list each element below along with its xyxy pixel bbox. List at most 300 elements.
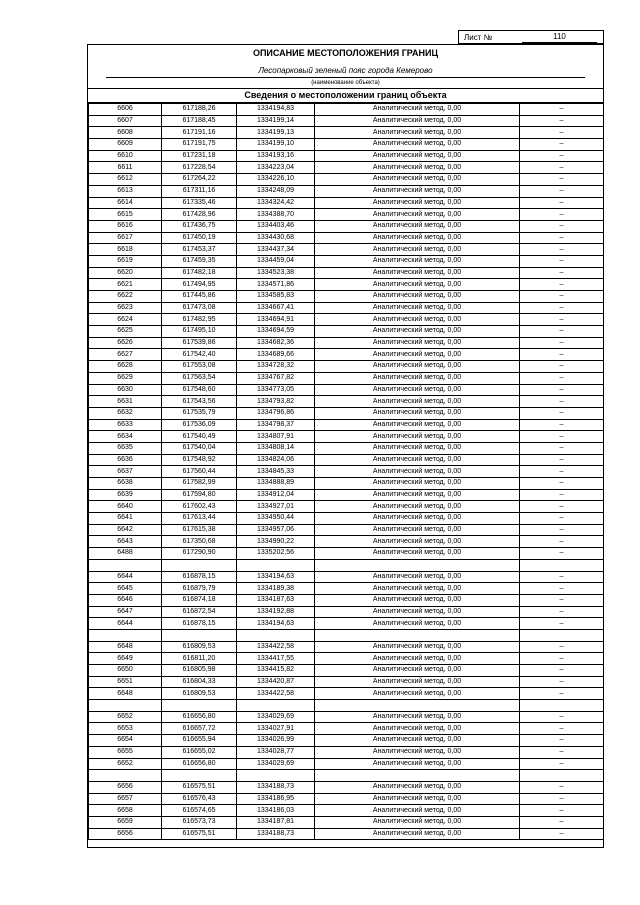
point-number-cell: 6641 [89,513,162,525]
table-row [89,816,604,828]
method-cell: Аналитический метод, 0,00 [315,174,520,186]
description-cell: – [520,197,604,209]
point-number-cell: 6638 [89,478,162,490]
description-cell: – [520,816,604,828]
y-coordinate-cell: 1334689,66 [237,349,315,361]
description-cell: – [520,688,604,700]
description-cell: – [520,746,604,758]
x-coordinate-cell: 616811,20 [162,653,237,665]
y-coordinate-cell: 1334186,03 [237,805,315,817]
y-coordinate-cell: 1334194,83 [237,104,315,116]
x-coordinate-cell: 617582,99 [162,478,237,490]
y-coordinate-cell: 1334845,33 [237,466,315,478]
y-coordinate-cell: 1334199,13 [237,127,315,139]
y-coordinate-cell: 1334403,46 [237,220,315,232]
table-row [89,326,604,338]
y-coordinate-cell: 1334807,91 [237,431,315,443]
x-coordinate-cell: 617548,92 [162,454,237,466]
description-cell: – [520,220,604,232]
y-coordinate-cell: 1334523,38 [237,267,315,279]
method-cell: Аналитический метод, 0,00 [315,115,520,127]
point-number-cell: 6620 [89,267,162,279]
method-cell: Аналитический метод, 0,00 [315,688,520,700]
description-cell: – [520,302,604,314]
x-coordinate-cell: 616655,94 [162,735,237,747]
description-cell: – [520,104,604,116]
method-cell: Аналитический метод, 0,00 [315,735,520,747]
x-coordinate-cell: 616574,65 [162,805,237,817]
method-cell: Аналитический метод, 0,00 [315,384,520,396]
y-coordinate-cell: 1334188,73 [237,828,315,840]
point-number-cell: 6614 [89,197,162,209]
x-coordinate-cell: 617602,43 [162,501,237,513]
table-row [89,653,604,665]
x-coordinate-cell [162,629,237,641]
section-title: Сведения о местоположении границ объекта [88,89,603,103]
table-row [89,466,604,478]
point-number-cell: 6656 [89,781,162,793]
point-number-cell [89,700,162,712]
method-cell: Аналитический метод, 0,00 [315,781,520,793]
description-cell: – [520,618,604,630]
y-coordinate-cell [237,700,315,712]
point-number-cell: 6628 [89,361,162,373]
x-coordinate-cell: 616872,54 [162,606,237,618]
description-cell: – [520,594,604,606]
description-cell: – [520,291,604,303]
method-cell: Аналитический метод, 0,00 [315,536,520,548]
point-number-cell: 6649 [89,653,162,665]
description-cell: – [520,396,604,408]
point-number-cell: 6626 [89,337,162,349]
description-cell: – [520,185,604,197]
y-coordinate-cell: 1334694,91 [237,314,315,326]
y-coordinate-cell: 1334248,09 [237,185,315,197]
point-number-cell: 6615 [89,209,162,221]
x-coordinate-cell: 617188,45 [162,115,237,127]
table-row [89,536,604,548]
x-coordinate-cell: 617264,22 [162,174,237,186]
point-number-cell: 6657 [89,793,162,805]
method-cell: Аналитический метод, 0,00 [315,676,520,688]
table-row [89,361,604,373]
table-row [89,150,604,162]
point-number-cell: 6611 [89,162,162,174]
method-cell: Аналитический метод, 0,00 [315,139,520,151]
y-coordinate-cell: 1334028,77 [237,746,315,758]
table-row [89,302,604,314]
table-row [89,711,604,723]
point-number-cell: 6633 [89,419,162,431]
method-cell: Аналитический метод, 0,00 [315,337,520,349]
x-coordinate-cell: 616656,80 [162,711,237,723]
table-row [89,291,604,303]
description-cell: – [520,641,604,653]
x-coordinate-cell: 617445,86 [162,291,237,303]
table-row [89,793,604,805]
description-cell: – [520,723,604,735]
table-row [89,571,604,583]
y-coordinate-cell: 1334226,10 [237,174,315,186]
y-coordinate-cell: 1334188,73 [237,781,315,793]
sheet-label: Лист № [464,33,493,42]
point-number-cell: 6622 [89,291,162,303]
method-cell: Аналитический метод, 0,00 [315,653,520,665]
method-cell: Аналитический метод, 0,00 [315,279,520,291]
x-coordinate-cell: 617540,04 [162,442,237,454]
description-cell: – [520,267,604,279]
description-cell: – [520,454,604,466]
method-cell: Аналитический метод, 0,00 [315,419,520,431]
description-cell: – [520,407,604,419]
point-number-cell: 6619 [89,255,162,267]
y-coordinate-cell: 1334585,83 [237,291,315,303]
y-coordinate-cell: 1334773,05 [237,384,315,396]
x-coordinate-cell: 616657,72 [162,723,237,735]
method-cell [315,629,520,641]
method-cell: Аналитический метод, 0,00 [315,828,520,840]
table-row [89,396,604,408]
method-cell: Аналитический метод, 0,00 [315,641,520,653]
table-row [89,244,604,256]
table-row [89,781,604,793]
x-coordinate-cell: 617228,54 [162,162,237,174]
table-row [89,735,604,747]
table-row [89,431,604,443]
point-number-cell: 6621 [89,279,162,291]
method-cell: Аналитический метод, 0,00 [315,524,520,536]
table-row [89,197,604,209]
x-coordinate-cell: 617613,44 [162,513,237,525]
description-cell: – [520,758,604,770]
y-coordinate-cell: 1334193,16 [237,150,315,162]
point-number-cell: 6607 [89,115,162,127]
y-coordinate-cell: 1335202,56 [237,548,315,560]
y-coordinate-cell [237,559,315,571]
point-number-cell: 6630 [89,384,162,396]
x-coordinate-cell: 616656,80 [162,758,237,770]
method-cell: Аналитический метод, 0,00 [315,396,520,408]
table-row [89,676,604,688]
point-number-cell: 6644 [89,618,162,630]
table-row [89,688,604,700]
point-number-cell: 6640 [89,501,162,513]
sheet-number-box [458,30,604,44]
method-cell: Аналитический метод, 0,00 [315,501,520,513]
x-coordinate-cell: 617191,16 [162,127,237,139]
table-row [89,629,604,641]
method-cell: Аналитический метод, 0,00 [315,407,520,419]
x-coordinate-cell: 617615,38 [162,524,237,536]
table-row [89,372,604,384]
point-number-cell: 6652 [89,711,162,723]
description-cell: – [520,115,604,127]
x-coordinate-cell: 616655,02 [162,746,237,758]
description-cell: – [520,314,604,326]
x-coordinate-cell: 617536,09 [162,419,237,431]
method-cell: Аналитический метод, 0,00 [315,746,520,758]
description-cell: – [520,255,604,267]
table-row [89,127,604,139]
table-row [89,115,604,127]
method-cell: Аналитический метод, 0,00 [315,758,520,770]
x-coordinate-cell: 617482,95 [162,314,237,326]
description-cell: – [520,711,604,723]
x-coordinate-cell: 617539,86 [162,337,237,349]
table-row [89,442,604,454]
description-cell [520,700,604,712]
x-coordinate-cell [162,770,237,782]
table-row [89,805,604,817]
table-row [89,139,604,151]
table-row [89,513,604,525]
table-row [89,700,604,712]
y-coordinate-cell: 1334667,41 [237,302,315,314]
description-cell: – [520,548,604,560]
description-cell: – [520,536,604,548]
x-coordinate-cell: 617563,54 [162,372,237,384]
table-row [89,770,604,782]
point-number-cell: 6606 [89,104,162,116]
method-cell [315,700,520,712]
description-cell: – [520,127,604,139]
method-cell: Аналитический метод, 0,00 [315,466,520,478]
y-coordinate-cell: 1334189,38 [237,583,315,595]
object-name: Лесопарковый зеленый пояс города Кемерово [106,65,585,78]
y-coordinate-cell: 1334796,86 [237,407,315,419]
point-number-cell: 6648 [89,641,162,653]
x-coordinate-cell: 617428,96 [162,209,237,221]
description-cell: – [520,326,604,338]
description-cell: – [520,337,604,349]
method-cell: Аналитический метод, 0,00 [315,548,520,560]
x-coordinate-cell: 617188,26 [162,104,237,116]
y-coordinate-cell [237,770,315,782]
description-cell: – [520,489,604,501]
point-number-cell: 6656 [89,828,162,840]
description-cell: – [520,793,604,805]
description-cell: – [520,150,604,162]
y-coordinate-cell: 1334199,10 [237,139,315,151]
description-cell: – [520,501,604,513]
description-cell: – [520,361,604,373]
x-coordinate-cell: 617560,44 [162,466,237,478]
point-number-cell [89,559,162,571]
method-cell: Аналитический метод, 0,00 [315,361,520,373]
method-cell: Аналитический метод, 0,00 [315,665,520,677]
method-cell [315,559,520,571]
x-coordinate-cell: 616573,73 [162,816,237,828]
table-row [89,618,604,630]
description-cell: – [520,571,604,583]
table-row [89,174,604,186]
table-row [89,594,604,606]
y-coordinate-cell [237,629,315,641]
coordinates-table [88,103,604,840]
point-number-cell: 6609 [89,139,162,151]
point-number-cell: 6642 [89,524,162,536]
description-cell: – [520,384,604,396]
table-row [89,746,604,758]
y-coordinate-cell: 1334415,82 [237,665,315,677]
y-coordinate-cell: 1334728,32 [237,361,315,373]
x-coordinate-cell: 617290,90 [162,548,237,560]
y-coordinate-cell: 1334694,59 [237,326,315,338]
method-cell: Аналитический метод, 0,00 [315,162,520,174]
description-cell: – [520,524,604,536]
description-cell: – [520,676,604,688]
y-coordinate-cell: 1334422,58 [237,688,315,700]
table-row [89,723,604,735]
method-cell: Аналитический метод, 0,00 [315,489,520,501]
y-coordinate-cell: 1334187,81 [237,816,315,828]
y-coordinate-cell: 1334459,04 [237,255,315,267]
description-cell: – [520,209,604,221]
x-coordinate-cell: 617335,46 [162,197,237,209]
y-coordinate-cell: 1334199,14 [237,115,315,127]
x-coordinate-cell: 617495,10 [162,326,237,338]
point-number-cell [89,770,162,782]
x-coordinate-cell: 617459,35 [162,255,237,267]
description-cell: – [520,162,604,174]
x-coordinate-cell [162,700,237,712]
y-coordinate-cell: 1334824,06 [237,454,315,466]
description-cell: – [520,478,604,490]
x-coordinate-cell: 617542,40 [162,349,237,361]
y-coordinate-cell: 1334798,37 [237,419,315,431]
table-row [89,337,604,349]
x-coordinate-cell: 617473,08 [162,302,237,314]
description-cell: – [520,419,604,431]
y-coordinate-cell: 1334029,69 [237,711,315,723]
point-number-cell: 6634 [89,431,162,443]
method-cell: Аналитический метод, 0,00 [315,793,520,805]
method-cell: Аналитический метод, 0,00 [315,232,520,244]
table-row [89,162,604,174]
y-coordinate-cell: 1334927,01 [237,501,315,513]
method-cell: Аналитический метод, 0,00 [315,209,520,221]
y-coordinate-cell: 1334192,88 [237,606,315,618]
method-cell: Аналитический метод, 0,00 [315,513,520,525]
point-number-cell: 6639 [89,489,162,501]
method-cell: Аналитический метод, 0,00 [315,255,520,267]
table-row [89,641,604,653]
y-coordinate-cell: 1334388,70 [237,209,315,221]
x-coordinate-cell: 616575,51 [162,828,237,840]
table-row [89,419,604,431]
method-cell: Аналитический метод, 0,00 [315,571,520,583]
x-coordinate-cell: 617453,37 [162,244,237,256]
point-number-cell: 6632 [89,407,162,419]
table-row [89,232,604,244]
point-number-cell: 6635 [89,442,162,454]
description-cell: – [520,735,604,747]
y-coordinate-cell: 1334793,82 [237,396,315,408]
x-coordinate-cell: 617494,95 [162,279,237,291]
point-number-cell: 6644 [89,571,162,583]
point-number-cell: 6650 [89,665,162,677]
point-number-cell [89,629,162,641]
y-coordinate-cell: 1334223,04 [237,162,315,174]
method-cell: Аналитический метод, 0,00 [315,291,520,303]
x-coordinate-cell: 617543,56 [162,396,237,408]
table-row [89,349,604,361]
y-coordinate-cell: 1334194,63 [237,571,315,583]
table-row [89,185,604,197]
method-cell: Аналитический метод, 0,00 [315,314,520,326]
y-coordinate-cell: 1334194,63 [237,618,315,630]
y-coordinate-cell: 1334029,69 [237,758,315,770]
x-coordinate-cell: 617535,79 [162,407,237,419]
x-coordinate-cell [162,559,237,571]
x-coordinate-cell: 616874,18 [162,594,237,606]
x-coordinate-cell: 616576,43 [162,793,237,805]
point-number-cell: 6618 [89,244,162,256]
y-coordinate-cell: 1334682,36 [237,337,315,349]
x-coordinate-cell: 616878,15 [162,618,237,630]
point-number-cell: 6647 [89,606,162,618]
x-coordinate-cell: 616809,53 [162,641,237,653]
x-coordinate-cell: 616575,51 [162,781,237,793]
point-number-cell: 6608 [89,127,162,139]
table-row [89,758,604,770]
x-coordinate-cell: 617231,18 [162,150,237,162]
point-number-cell: 6623 [89,302,162,314]
method-cell: Аналитический метод, 0,00 [315,150,520,162]
y-coordinate-cell: 1334767,82 [237,372,315,384]
y-coordinate-cell: 1334186,95 [237,793,315,805]
x-coordinate-cell: 616879,79 [162,583,237,595]
description-cell: – [520,244,604,256]
table-row [89,267,604,279]
method-cell: Аналитический метод, 0,00 [315,349,520,361]
description-cell [520,629,604,641]
point-number-cell: 6627 [89,349,162,361]
point-number-cell: 6610 [89,150,162,162]
method-cell: Аналитический метод, 0,00 [315,197,520,209]
method-cell [315,770,520,782]
description-cell: – [520,442,604,454]
method-cell: Аналитический метод, 0,00 [315,127,520,139]
method-cell: Аналитический метод, 0,00 [315,583,520,595]
method-cell: Аналитический метод, 0,00 [315,220,520,232]
x-coordinate-cell: 616805,98 [162,665,237,677]
table-row [89,548,604,560]
x-coordinate-cell: 617594,80 [162,489,237,501]
method-cell: Аналитический метод, 0,00 [315,618,520,630]
description-cell [520,559,604,571]
method-cell: Аналитический метод, 0,00 [315,711,520,723]
point-number-cell: 6643 [89,536,162,548]
point-number-cell: 6625 [89,326,162,338]
description-cell: – [520,139,604,151]
method-cell: Аналитический метод, 0,00 [315,442,520,454]
document-title: ОПИСАНИЕ МЕСТОПОЛОЖЕНИЯ ГРАНИЦ [252,48,439,58]
table-row [89,220,604,232]
method-cell: Аналитический метод, 0,00 [315,326,520,338]
method-cell: Аналитический метод, 0,00 [315,723,520,735]
table-row [89,407,604,419]
point-number-cell: 6617 [89,232,162,244]
document-frame [87,44,604,848]
x-coordinate-cell: 617548,60 [162,384,237,396]
point-number-cell: 6658 [89,805,162,817]
y-coordinate-cell: 1334026,99 [237,735,315,747]
point-number-cell: 6659 [89,816,162,828]
method-cell: Аналитический метод, 0,00 [315,185,520,197]
y-coordinate-cell: 1334027,91 [237,723,315,735]
x-coordinate-cell: 617350,68 [162,536,237,548]
